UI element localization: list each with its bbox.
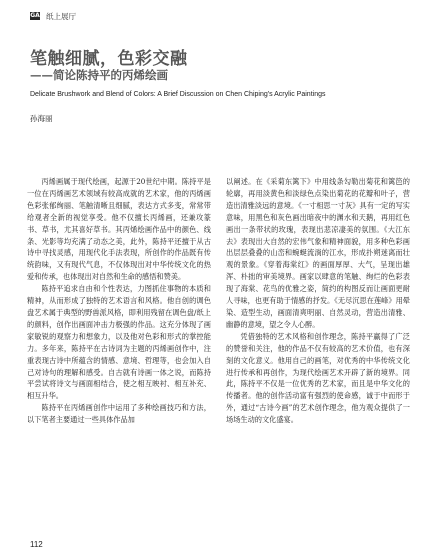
paragraph: 丙烯画属于现代绘画，起源于20世纪中期。陈持平是一位在丙烯画艺术领域有较高成就的艺术家，他的丙烯画色彩张郁绚丽、笔触清晰且细腻，表达方式多变，常常带给观者全新的视觉享受。他不仅擅长丙烯画，还兼攻篆书、草书，尤其喜好草书。其丙烯绘画作品中的颜色、线条、光影等均充满了动态之美，此外，陈持平还擅于从古诗中寻找灵感，用现代化手法表现，所创作的作品既有传统韵味，又有现代气息，不仅体现出对中华传统文化的热爱和传承，也体现出对自然和生命的感悟和赞美。 — [27, 177, 211, 282]
paragraph: 陈持平在丙烯画创作中运用了多种绘画技巧和方法，以下笔者主要通过一些具体作品加 — [27, 403, 211, 425]
paragraph: 凭借独特的艺术风格和创作理念，陈持平赢得了广泛的赞誉和关注，他的作品不仅有较高的艺术价值，也有深刻的文化意义。他用自己的画笔，对优秀的中华传统文化进行传承和再创作，为现代绘画艺术开辟了新的境界。同此，陈持平不仅是一位优秀的艺术家，而且是中华文化的传播者。他的创作活动富有强烈的使命感，诚于中而形于外，通过“古诗今画”的艺术创作理念，他为观众提供了一场场生动的文化盛宴。 — [226, 331, 410, 425]
paragraph: 陈持平追求自由和个性表达，力图抓住事物的本质和精神，从而形成了独特的艺术语言和风格。他自创的调色盘艺术属于典型的野兽派风格，即利用残留在调色盘/纸上的颜料，创作出画面冲击力极强的作品。这充分体现了画家敏锐的观察力和想象力，以及他对色彩和形式的掌控能力。多年来，陈持平在古诗词为主题的丙烯画创作中，注重表现古诗中所蕴含的情感、意境、哲理等，也会加入自己对诗句的理解和感受。自古就有诗画一体之说，而陈持平尝试将诗文与画面相结合，使之相互映衬、相互补充、相互升华。 — [27, 284, 211, 401]
english-title: Delicate Brushwork and Blend of Colors: A Brief Discussion on Chen Chiping's Acrylic Paintings — [30, 91, 326, 98]
right-column — [226, 176, 410, 426]
left-column — [27, 176, 211, 426]
page-header — [30, 10, 76, 22]
article-title: 笔触细腻，色彩交融 — [30, 49, 188, 69]
page-number: 112 — [30, 540, 43, 549]
section-label: 纸上展厅 — [46, 11, 76, 21]
magazine-logo: GA — [30, 12, 40, 19]
author-name: 孙海丽 — [30, 114, 53, 123]
paragraph: 以阐述。在《采菊东篱下》中用线条勾勒出菊花和篱笆的轮廓，再用淡黄色和淡绿色点染出菊花的花瓣和叶子，营造出清雅淡远的意境。《一寸相思一寸灰》具有一定的写实意味，用黑色和灰色画出暗夜中的渊水和天鹅，再用红色画出一条带状的玫瑰，表现出悲凉凄美的氛围。《大江东去》表现出大自然的宏伟气象和精神面貌，用多种色彩画出层层叠叠的山峦和蜿蜒流淌的江水，形成扑朔迷离而壮观的景象。《穿着海棠红》的画面厚厚、大气，呈现出雄浑、朴拙的审美境界。画家以肆意的笔触、绚烂的色彩表现了海棠、花鸟的优雅之姿，简约的构图反而让画面更耐人寻味，也更有助于情感的抒发。《无尽沉思在莲峰》用晕染、造型生动，画面清爽明丽、自然灵动，营造出清雅、幽静的意境，望之令人心醉。 — [226, 177, 410, 329]
article-subtitle: ——简论陈持平的丙烯绘画 — [30, 68, 168, 82]
